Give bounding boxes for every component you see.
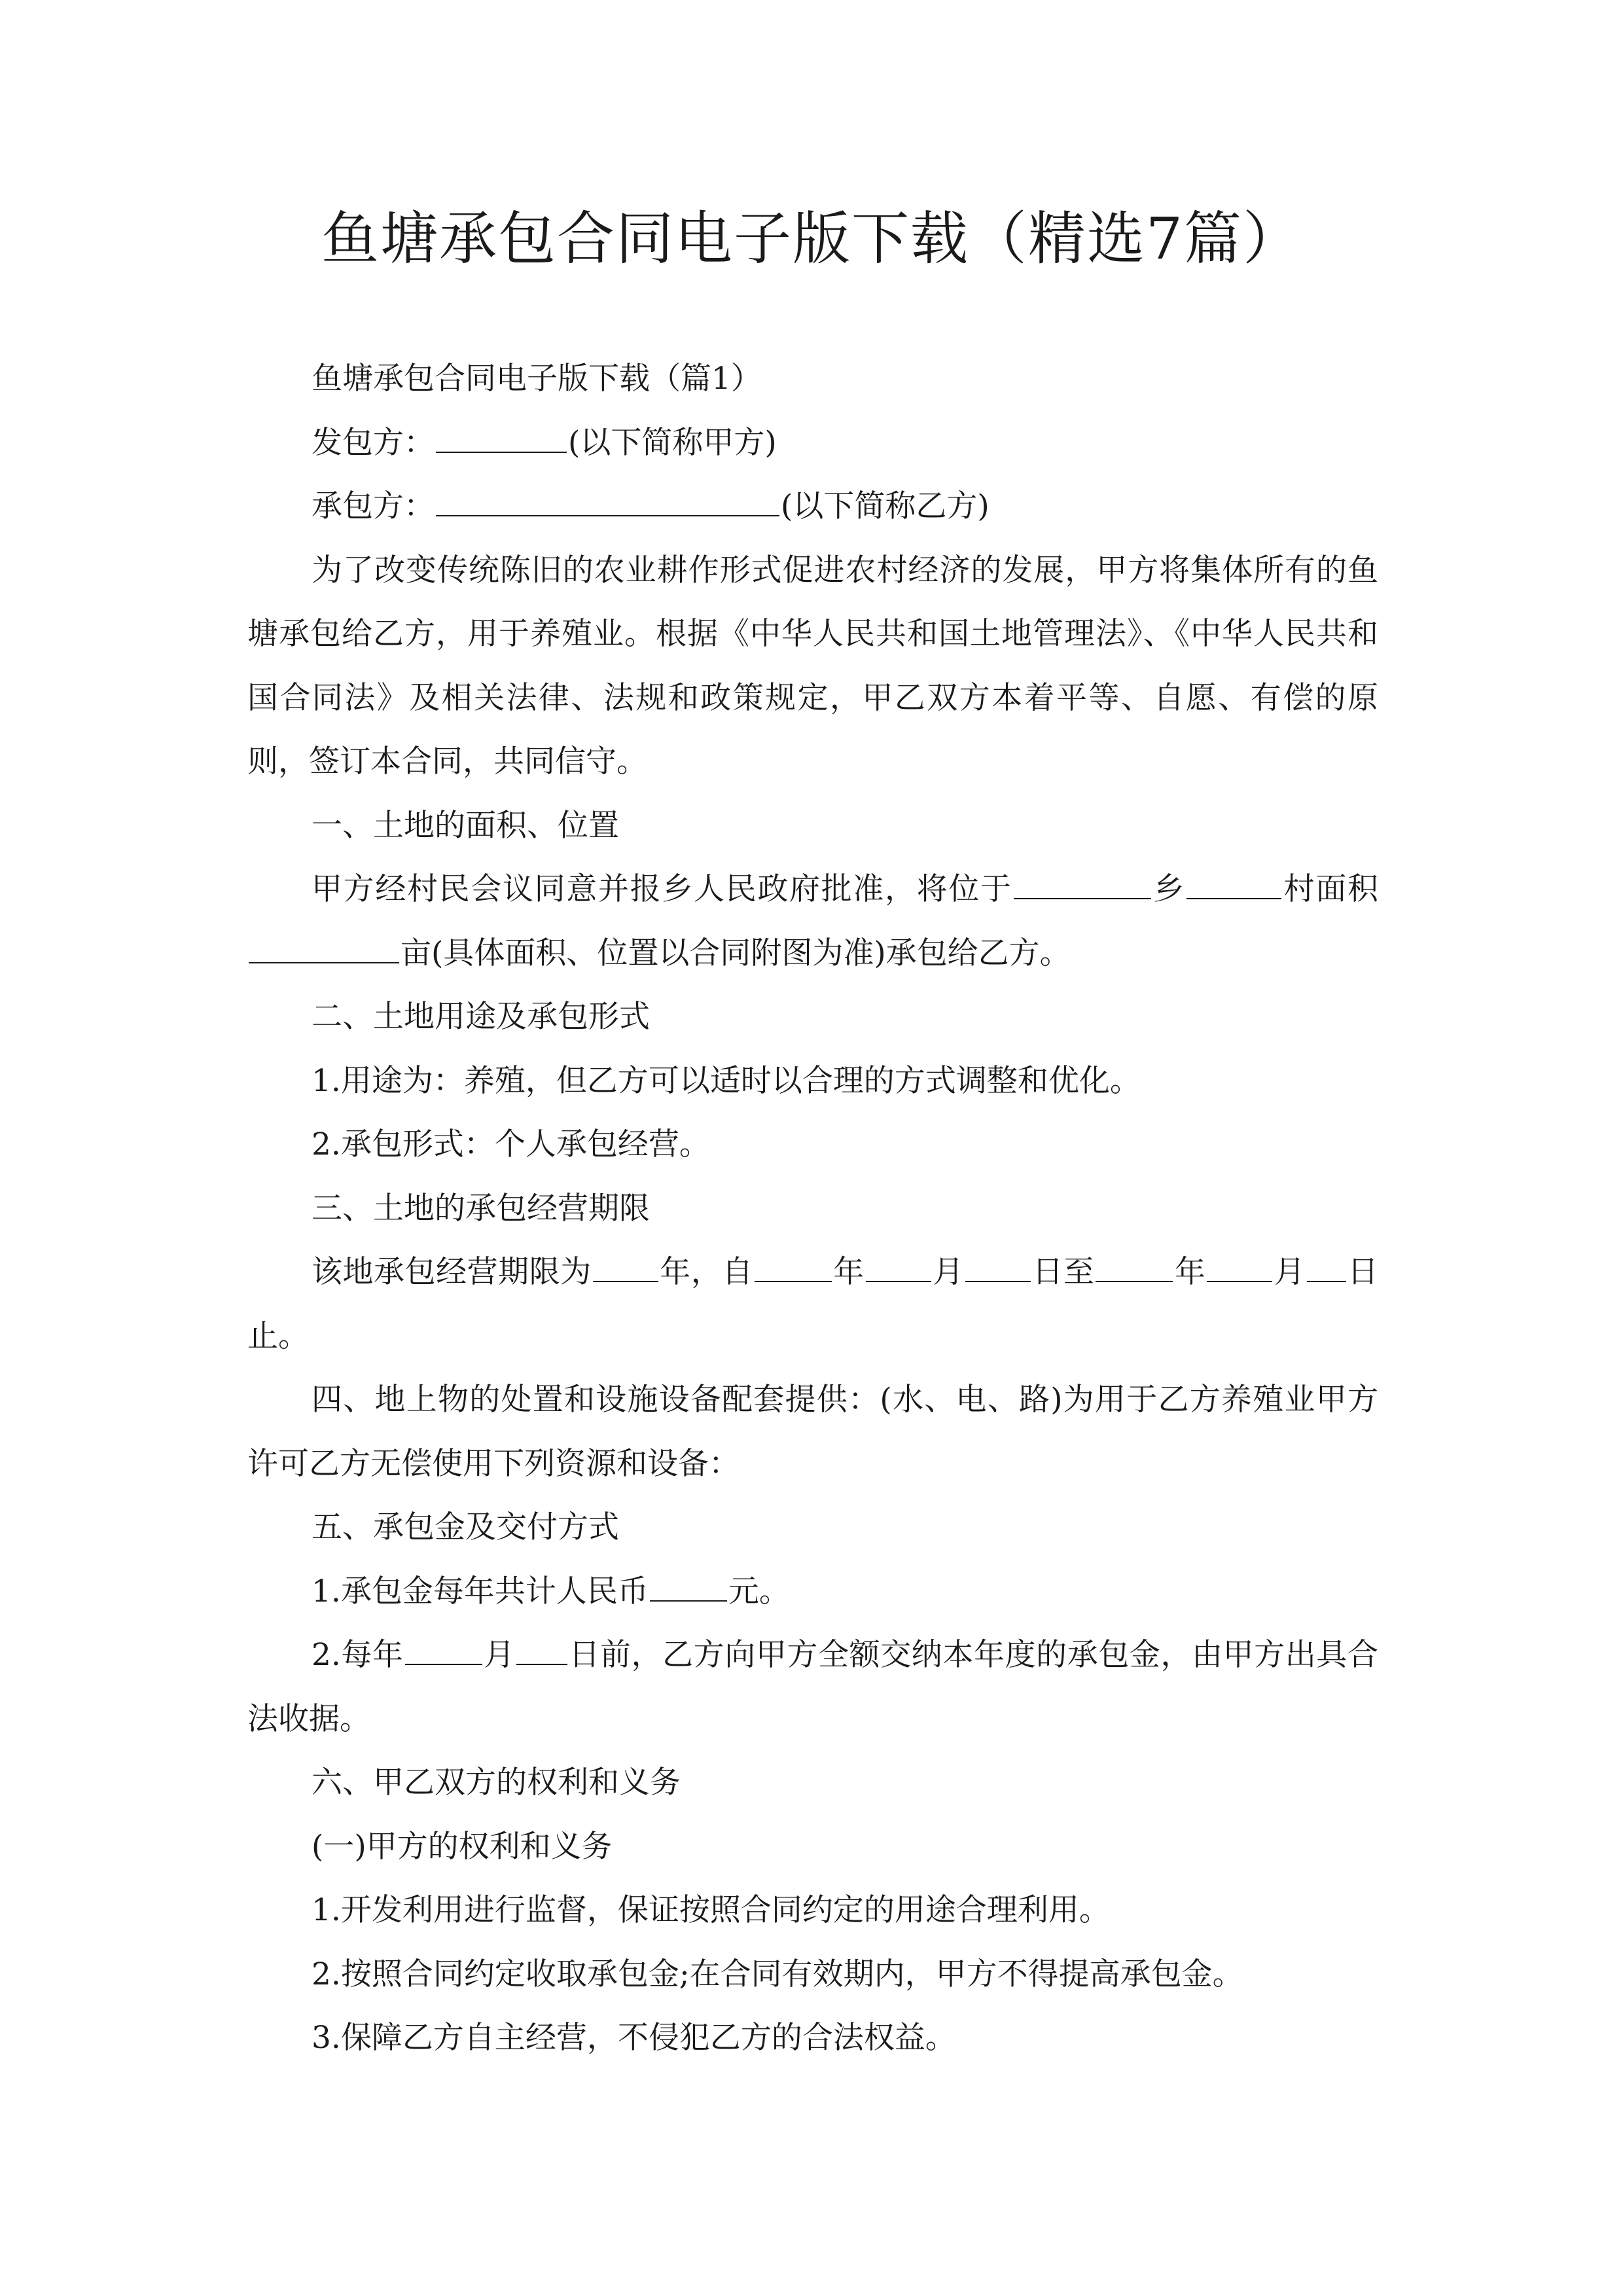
end-month-blank	[1207, 1251, 1272, 1282]
term-text-3: 年	[832, 1254, 865, 1290]
village-blank	[1186, 868, 1281, 899]
party-a-label: 发包方：	[312, 424, 435, 461]
term-text-7: 月	[1274, 1254, 1306, 1290]
clause-heading-6: 六、甲乙双方的权利和义务	[312, 1765, 681, 1801]
land-location-text-2: 乡	[1152, 871, 1186, 907]
land-location-text-3: 村面积	[1283, 871, 1379, 907]
party-a-note: (以下简称甲方)	[568, 424, 777, 461]
party-b-line	[247, 475, 1378, 539]
payment-date-text-2: 月	[483, 1637, 515, 1673]
township-blank	[1014, 868, 1151, 899]
term-years-blank	[593, 1251, 658, 1282]
start-year-blank	[755, 1251, 832, 1282]
end-day-blank	[1307, 1251, 1346, 1282]
payment-item-1	[247, 1560, 1378, 1624]
clause-heading-1: 一、土地的面积、位置	[312, 807, 619, 844]
land-location-text-4: 亩(具体面积、位置以合同附图为准)承包给乙方。	[401, 935, 1071, 971]
land-location-text-1: 甲方经村民会议同意并报乡人民政府批准，将位于	[312, 871, 1012, 907]
term-text-4: 月	[932, 1254, 964, 1290]
party-b-note: (以下简称乙方)	[781, 488, 990, 524]
party-a-duty-2: 2.按照合同约定收取承包金;在合同有效期内，甲方不得提高承包金。	[312, 1956, 1243, 1992]
party-b-label: 承包方：	[312, 488, 435, 524]
party-a-duty-3: 3.保障乙方自主经营，不侵犯乙方的合法权益。	[312, 2020, 956, 2056]
end-year-blank	[1096, 1251, 1173, 1282]
term-text-5: 日至	[1031, 1254, 1095, 1290]
payment-month-blank	[405, 1634, 482, 1665]
document-body	[247, 347, 1378, 2070]
party-b-blank	[436, 485, 779, 516]
payment-item-2	[247, 1623, 1378, 1751]
term-text-1: 该地承包经营期限为	[312, 1254, 592, 1290]
payment-text-2: 元。	[728, 1573, 790, 1609]
clause-heading-5: 五、承包金及交付方式	[312, 1509, 619, 1545]
payment-date-text-3: 日前，乙方向甲方全额交纳本年度的承包金，由甲方出具合法收据。	[247, 1637, 1379, 1737]
land-location-paragraph	[247, 857, 1378, 985]
term-text-6: 年	[1174, 1254, 1206, 1290]
payment-day-blank	[516, 1634, 567, 1665]
clause-heading-3: 三、土地的承包经营期限	[312, 1190, 650, 1227]
party-a-duty-1: 1.开发利用进行监督，保证按照合同约定的用途合理利用。	[312, 1892, 1110, 1928]
term-text-2: 年，自	[659, 1254, 753, 1290]
document-title: 鱼塘承包合同电子版下载（精选7篇）	[321, 205, 1302, 272]
usage-item-2: 2.承包形式：个人承包经营。	[312, 1126, 710, 1162]
section-heading: 鱼塘承包合同电子版下载（篇1）	[312, 361, 762, 397]
area-blank	[249, 932, 399, 963]
term-paragraph	[247, 1240, 1378, 1368]
payment-text-1: 1.承包金每年共计人民币	[312, 1573, 649, 1609]
start-day-blank	[965, 1251, 1031, 1282]
party-a-blank	[436, 422, 567, 453]
start-month-blank	[866, 1251, 931, 1282]
sub-heading-party-a: (一)甲方的权利和义务	[312, 1828, 613, 1865]
party-a-line	[247, 411, 1378, 475]
usage-item-1: 1.用途为：养殖，但乙方可以适时以合理的方式调整和优化。	[312, 1062, 1141, 1099]
term-text-8: 日止。	[247, 1254, 1379, 1354]
preamble-paragraph: 为了改变传统陈旧的农业耕作形式促进农村经济的发展，甲方将集体所有的鱼塘承包给乙方，用于养殖业。根据《中华人民共和国土地管理法》、《中华人民共和国合同法》及相关法律、法规和政策规定，甲乙双方本着平等、自愿、有偿的原则，签订本合同，共同信守。	[247, 552, 1378, 780]
amount-blank	[650, 1570, 727, 1602]
clause-heading-2: 二、土地用途及承包形式	[312, 999, 650, 1035]
clause-heading-4: 四、地上物的处置和设施设备配套提供：(水、电、路)为用于乙方养殖业甲方许可乙方无偿使用下列资源和设备：	[247, 1382, 1378, 1482]
payment-date-text-1: 2.每年	[312, 1637, 404, 1673]
